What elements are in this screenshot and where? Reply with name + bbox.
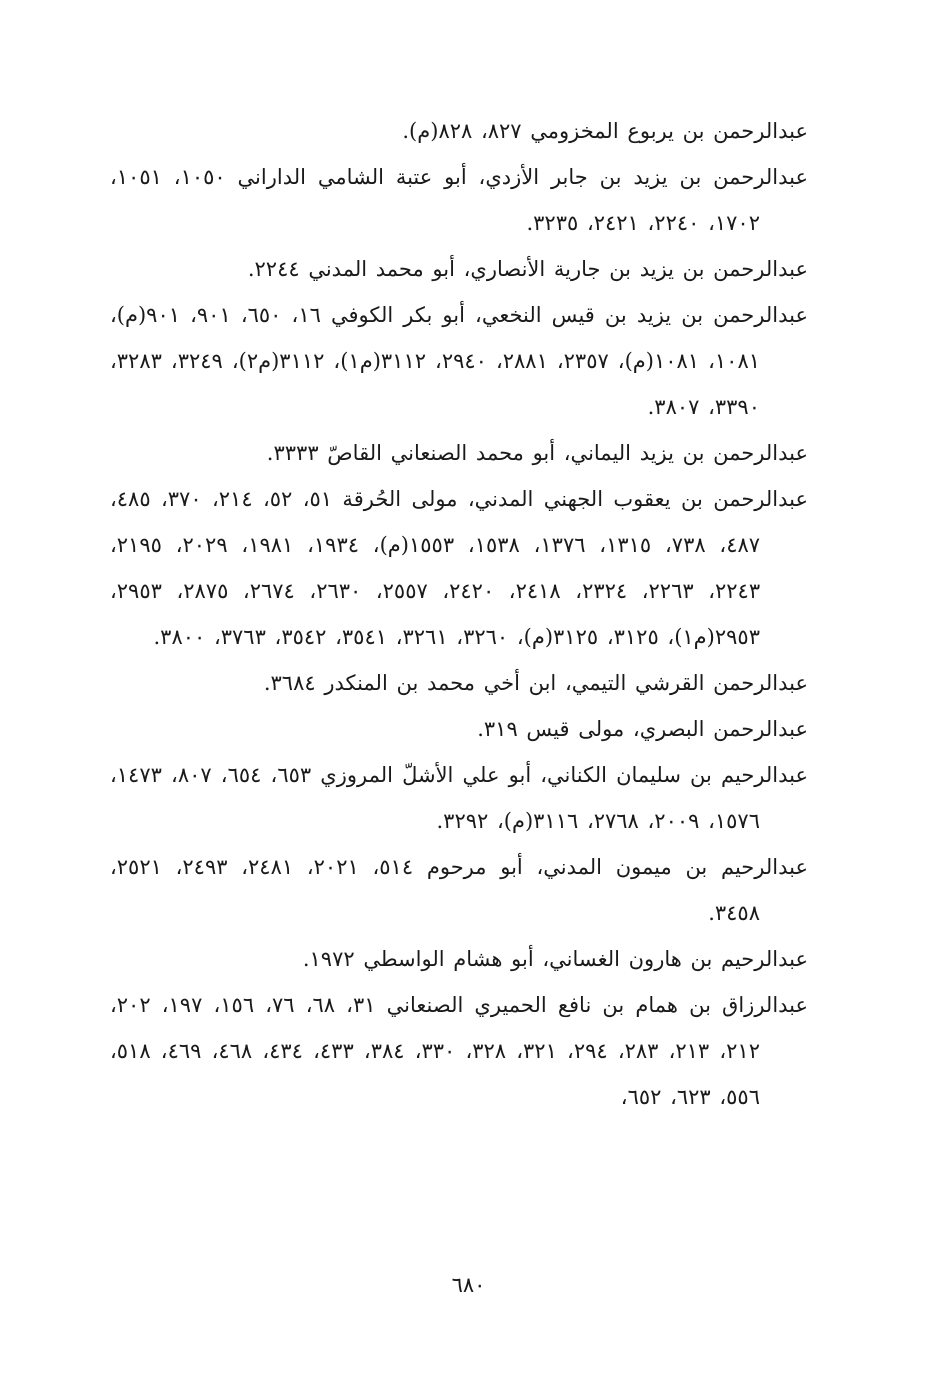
index-entry: عبدالرحمن بن يعقوب الجهني المدني، مولى الحُرقة ٥١، ٥٢، ٢١٤، ٣٧٠، ٤٨٥، ٤٨٧، ٧٣٨، ١٣١٥، ١٣٧٦، ١٥٣٨، ١٥٥٣(م)، ١٩٣٤، ١٩٨١، ٢٠٢٩، ٢١٩٥، ٢٢٤٣، ٢٢٦٣، ٢٣٢٤، ٢٤١٨، ٢٤٢٠، ٢٥٥٧، ٢٦٣٠، ٢٦٧٤، ٢٨٧٥، ٢٩٥٣، ٢٩٥٣(م١)، ٣١٢٥، ٣١٢٥(م)، ٣٢٦٠، ٣٢٦١، ٣٥٤١، ٣٥٤٢، ٣٧٦٣، ٣٨٠٠. [110,487,809,649]
index-entry: عبدالرحيم بن ميمون المدني، أبو مرحوم ٥١٤، ٢٠٢١، ٢٤٨١، ٢٤٩٣، ٢٥٢١، ٣٤٥٨. [110,855,808,925]
index-entry: عبدالرحمن البصري، مولى قيس ٣١٩. [477,717,808,741]
index-entry: عبدالرحيم بن سليمان الكناني، أبو علي الأشلّ المروزي ٦٥٣، ٦٥٤، ٨٠٧، ١٤٧٣، ١٥٧٦، ٢٠٠٩، ٢٧٦٨، ٣١١٦(م)، ٣٢٩٢. [110,763,809,833]
index-entry: عبدالرحيم بن هارون الغساني، أبو هشام الواسطي ١٩٧٢. [302,947,808,971]
index-entry: عبدالرحمن بن يزيد اليماني، أبو محمد الصنعاني القاصّ ٣٣٣٣. [266,441,808,465]
index-entry: عبدالرحمن بن يزيد بن جارية الأنصاري، أبو محمد المدني ٢٢٤٤. [247,257,808,281]
index-entry: عبدالرحمن بن يزيد بن جابر الأزدي، أبو عتبة الشامي الداراني ١٠٥٠، ١٠٥١، ١٧٠٢، ٢٢٤٠، ٢٤٢١، ٣٢٣٥. [110,165,809,235]
index-entry: عبدالرزاق بن همام بن نافع الحميري الصنعاني ٣١، ٦٨، ٧٦، ١٥٦، ١٩٧، ٢٠٢، ٢١٢، ٢١٣، ٢٨٣، ٢٩٤، ٣٢١، ٣٢٨، ٣٣٠، ٣٨٤، ٤٣٣، ٤٣٤، ٤٦٨، ٤٦٩، ٥١٨، ٥٥٦، ٦٢٣، ٦٥٢، [110,993,809,1109]
index-entry: عبدالرحمن بن يربوع المخزومي ٨٢٧، ٨٢٨(م). [402,119,808,143]
index-entries [110,108,808,1120]
page-number: ٦٨٠ [451,1273,486,1297]
index-entry: عبدالرحمن القرشي التيمي، ابن أخي محمد بن المنكدر ٣٦٨٤. [263,671,808,695]
index-entry: عبدالرحمن بن يزيد بن قيس النخعي، أبو بكر الكوفي ١٦، ٦٥٠، ٩٠١، ٩٠١(م)، ١٠٨١، ١٠٨١(م)، ٢٣٥٧، ٢٨٨١، ٢٩٤٠، ٣١١٢(م١)، ٣١١٢(م٢)، ٣٢٤٩، ٣٢٨٣، ٣٣٩٠، ٣٨٠٧. [110,303,808,419]
